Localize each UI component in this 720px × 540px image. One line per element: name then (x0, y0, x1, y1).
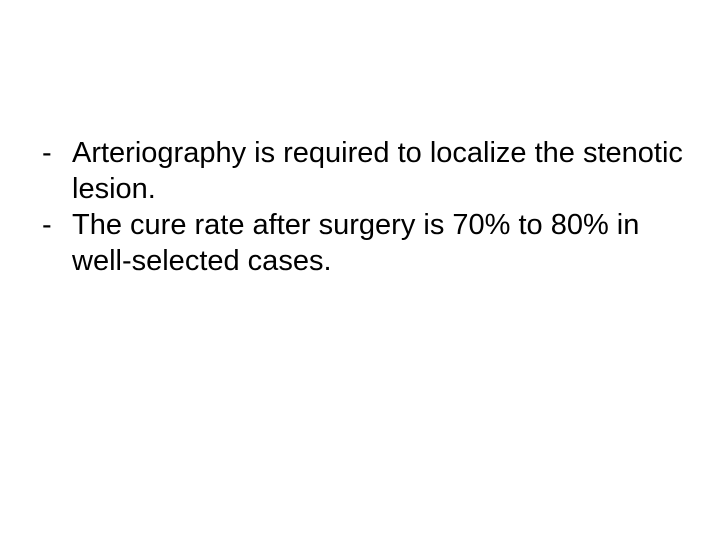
bullet-item (42, 207, 702, 279)
bullet-marker: - (42, 209, 52, 241)
bullet-text: The cure rate after surgery is 70% to 80% in well-selected cases. (72, 209, 640, 277)
bullet-list (42, 135, 702, 279)
bullet-text: Arteriography is required to localize the stenotic lesion. (72, 137, 683, 205)
bullet-marker: - (42, 137, 52, 169)
bullet-item (42, 135, 702, 207)
